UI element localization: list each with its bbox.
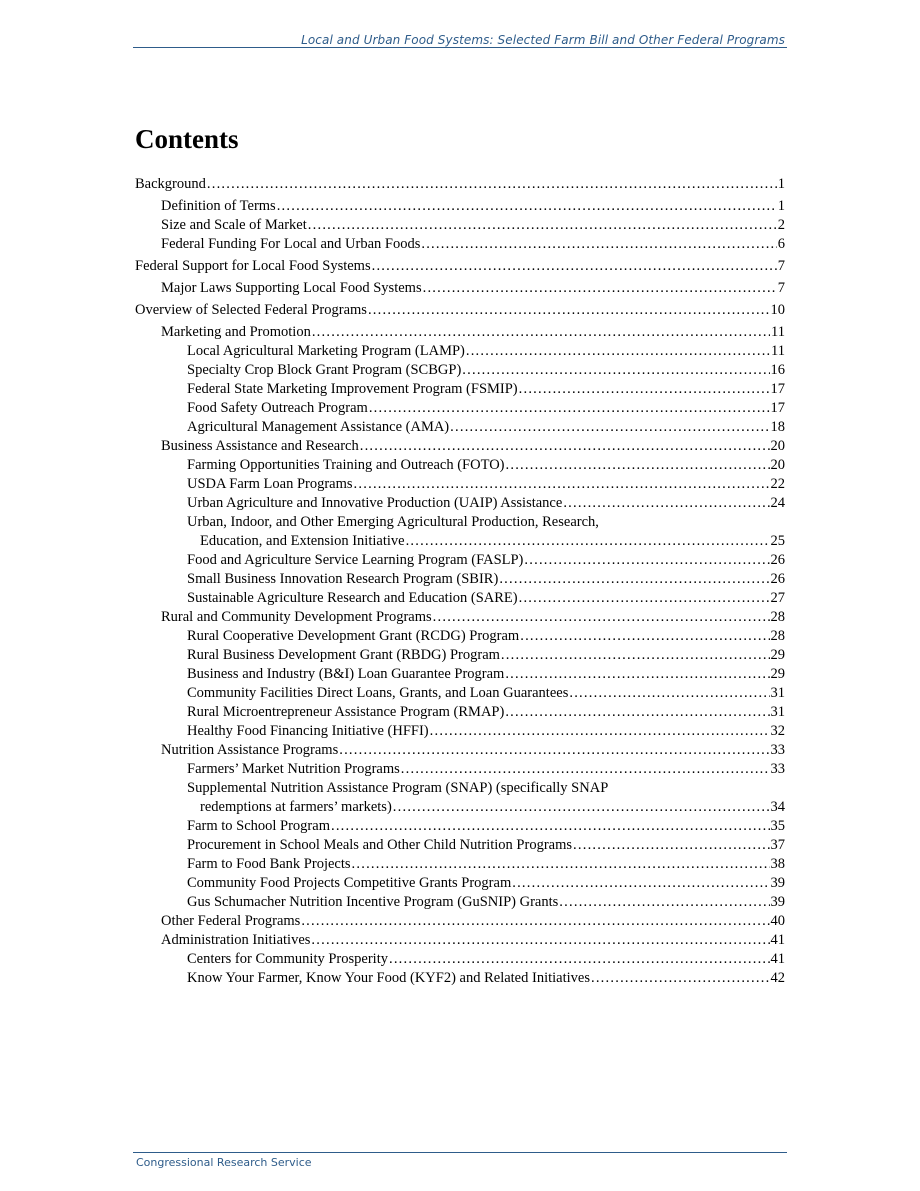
toc-dot-leader: [301, 912, 769, 931]
toc-entry[interactable]: [135, 836, 785, 855]
toc-entry[interactable]: [135, 608, 785, 627]
toc-entry-label: Rural and Community Development Programs: [161, 609, 432, 625]
header-divider: [133, 47, 787, 48]
toc-dot-leader: [372, 257, 777, 276]
toc-page-number: 22: [770, 476, 785, 492]
toc-dot-leader: [505, 665, 769, 684]
toc-dot-leader: [433, 608, 770, 627]
toc-entry[interactable]: [135, 197, 785, 216]
toc-dot-leader: [311, 931, 769, 950]
toc-dot-leader: [559, 893, 769, 912]
toc-entry-label: Overview of Selected Federal Programs: [135, 302, 367, 318]
toc-entry[interactable]: [135, 855, 785, 874]
toc-dot-leader: [430, 722, 770, 741]
toc-dot-leader: [406, 532, 770, 551]
toc-entry[interactable]: [135, 570, 785, 589]
toc-dot-leader: [569, 684, 769, 703]
toc-dot-leader: [505, 703, 769, 722]
toc-page-number: 2: [777, 217, 785, 233]
toc-entry[interactable]: [135, 551, 785, 570]
toc-entry-label: USDA Farm Loan Programs: [187, 476, 353, 492]
toc-entry[interactable]: [135, 475, 785, 494]
toc-entry-label: Education, and Extension Initiative: [200, 533, 405, 549]
toc-page-number: 20: [770, 457, 785, 473]
toc-page-number: 37: [770, 837, 785, 853]
toc-entry-label: Business and Industry (B&I) Loan Guarantee Program: [187, 666, 505, 682]
footer-publisher: Congressional Research Service: [136, 1156, 312, 1169]
toc-dot-leader: [506, 456, 770, 475]
toc-page-number: 18: [770, 419, 785, 435]
toc-dot-leader: [512, 874, 769, 893]
toc-page-number: 11: [771, 343, 785, 359]
toc-dot-leader: [519, 589, 770, 608]
toc-entry[interactable]: [135, 779, 785, 798]
toc-dot-leader: [369, 399, 770, 418]
toc-page-number: 20: [770, 438, 785, 454]
toc-dot-leader: [499, 570, 769, 589]
toc-page-number: 16: [770, 362, 785, 378]
toc-dot-leader: [462, 361, 769, 380]
toc-entry[interactable]: [135, 235, 785, 254]
toc-page-number: 11: [771, 324, 785, 340]
toc-entry-label: Local Agricultural Marketing Program (LAMP): [187, 343, 465, 359]
toc-page-number: 31: [770, 685, 785, 701]
table-of-contents: [135, 172, 785, 988]
toc-dot-leader: [450, 418, 769, 437]
toc-entry-label: Specialty Crop Block Grant Program (SCBGP): [187, 362, 462, 378]
toc-page-number: 26: [770, 552, 785, 568]
toc-page-number: 41: [770, 951, 785, 967]
toc-entry[interactable]: [135, 646, 785, 665]
toc-entry[interactable]: [135, 874, 785, 893]
toc-page-number: 24: [770, 495, 785, 511]
toc-page-number: 33: [770, 742, 785, 758]
toc-entry[interactable]: [135, 589, 785, 608]
toc-entry-label: Urban, Indoor, and Other Emerging Agricultural Production, Research,: [187, 514, 599, 530]
toc-page-number: 17: [770, 381, 785, 397]
toc-page-number: 32: [770, 723, 785, 739]
contents-heading: Contents: [135, 124, 239, 154]
toc-page-number: 40: [770, 913, 785, 929]
toc-entry[interactable]: [135, 665, 785, 684]
toc-dot-leader: [393, 798, 770, 817]
toc-page-number: 38: [770, 856, 785, 872]
toc-entry[interactable]: [135, 950, 785, 969]
toc-entry-label: Urban Agriculture and Innovative Production (UAIP) Assistance: [187, 495, 563, 511]
toc-dot-leader: [591, 969, 770, 988]
toc-dot-leader: [339, 741, 769, 760]
toc-dot-leader: [421, 235, 776, 254]
toc-dot-leader: [312, 323, 770, 342]
toc-page-number: 17: [770, 400, 785, 416]
toc-page-number: 34: [770, 799, 785, 815]
toc-page-number: 28: [770, 628, 785, 644]
toc-page-number: 35: [770, 818, 785, 834]
toc-entry-label: Administration Initiatives: [161, 932, 311, 948]
toc-page-number: 28: [770, 609, 785, 625]
running-header: Local and Urban Food Systems: Selected Farm Bill and Other Federal Programs: [301, 33, 785, 47]
toc-entry[interactable]: [135, 494, 785, 513]
toc-entry-label: Agricultural Management Assistance (AMA): [187, 419, 450, 435]
toc-dot-leader: [207, 175, 777, 194]
toc-page-number: 33: [770, 761, 785, 777]
toc-entry-label: Gus Schumacher Nutrition Incentive Program (GuSNIP) Grants: [187, 894, 559, 910]
toc-page-number: 39: [770, 894, 785, 910]
toc-entry-label: Definition of Terms: [161, 198, 276, 214]
toc-dot-leader: [368, 301, 770, 320]
toc-entry-label: Farming Opportunities Training and Outreach (FOTO): [187, 457, 505, 473]
toc-entry[interactable]: [135, 722, 785, 741]
toc-entry-label: Other Federal Programs: [161, 913, 301, 929]
toc-dot-leader: [277, 197, 777, 216]
toc-page-number: 25: [770, 533, 785, 549]
toc-entry-label: Farm to Food Bank Projects: [187, 856, 351, 872]
toc-dot-leader: [352, 855, 770, 874]
toc-page-number: 41: [770, 932, 785, 948]
toc-entry[interactable]: [135, 437, 785, 456]
toc-page-number: 26: [770, 571, 785, 587]
toc-dot-leader: [563, 494, 769, 513]
toc-entry-label: Farmers’ Market Nutrition Programs: [187, 761, 400, 777]
toc-entry-label: Federal State Marketing Improvement Program (FSMIP): [187, 381, 518, 397]
toc-page-number: 10: [770, 302, 785, 318]
toc-page-number: 1: [777, 198, 785, 214]
toc-dot-leader: [354, 475, 770, 494]
toc-entry[interactable]: [135, 684, 785, 703]
toc-entry[interactable]: [135, 399, 785, 418]
toc-entry-label: Marketing and Promotion: [161, 324, 311, 340]
toc-entry[interactable]: [135, 893, 785, 912]
toc-entry[interactable]: [135, 175, 785, 194]
toc-entry[interactable]: [135, 627, 785, 646]
toc-dot-leader: [401, 760, 770, 779]
toc-entry[interactable]: [135, 912, 785, 931]
toc-page-number: 42: [770, 970, 785, 986]
toc-page-number: 31: [770, 704, 785, 720]
toc-entry[interactable]: [135, 513, 785, 532]
toc-entry[interactable]: [135, 931, 785, 950]
toc-entry[interactable]: [135, 342, 785, 361]
toc-entry-label: Major Laws Supporting Local Food Systems: [161, 280, 422, 296]
toc-entry-label: Federal Support for Local Food Systems: [135, 258, 371, 274]
toc-entry-label: Farm to School Program: [187, 818, 330, 834]
toc-entry-label: redemptions at farmers’ markets): [200, 799, 392, 815]
toc-entry-label: Small Business Innovation Research Program (SBIR): [187, 571, 499, 587]
toc-dot-leader: [331, 817, 770, 836]
toc-entry[interactable]: [135, 798, 785, 817]
toc-entry-label: Nutrition Assistance Programs: [161, 742, 339, 758]
toc-page-number: 29: [770, 666, 785, 682]
toc-entry[interactable]: [135, 817, 785, 836]
toc-page-number: 7: [777, 258, 785, 274]
toc-entry-label: Food Safety Outreach Program: [187, 400, 368, 416]
toc-dot-leader: [501, 646, 770, 665]
toc-page-number: 29: [770, 647, 785, 663]
toc-entry[interactable]: [135, 456, 785, 475]
toc-dot-leader: [519, 380, 770, 399]
toc-entry[interactable]: [135, 760, 785, 779]
toc-entry-label: Supplemental Nutrition Assistance Program (SNAP) (specifically SNAP: [187, 780, 609, 796]
toc-dot-leader: [573, 836, 769, 855]
toc-entry[interactable]: [135, 257, 785, 276]
toc-entry[interactable]: [135, 301, 785, 320]
toc-page-number: 7: [777, 280, 785, 296]
toc-page-number: 39: [770, 875, 785, 891]
toc-entry-label: Centers for Community Prosperity: [187, 951, 388, 967]
toc-entry[interactable]: [135, 279, 785, 298]
toc-entry-label: Rural Microentrepreneur Assistance Program (RMAP): [187, 704, 505, 720]
footer-divider: [133, 1152, 787, 1153]
toc-page-number: 1: [777, 176, 785, 192]
toc-entry[interactable]: [135, 532, 785, 551]
toc-entry-label: Rural Cooperative Development Grant (RCDG) Program: [187, 628, 520, 644]
toc-entry[interactable]: [135, 323, 785, 342]
toc-entry-label: Size and Scale of Market: [161, 217, 307, 233]
toc-entry[interactable]: [135, 969, 785, 988]
toc-entry[interactable]: [135, 216, 785, 235]
toc-dot-leader: [423, 279, 777, 298]
toc-entry-label: Food and Agriculture Service Learning Program (FASLP): [187, 552, 524, 568]
toc-page-number: 6: [777, 236, 785, 252]
toc-entry-label: Federal Funding For Local and Urban Foods: [161, 236, 421, 252]
toc-dot-leader: [360, 437, 770, 456]
toc-dot-leader: [389, 950, 770, 969]
toc-dot-leader: [308, 216, 777, 235]
toc-entry[interactable]: [135, 361, 785, 380]
toc-entry[interactable]: [135, 380, 785, 399]
toc-entry-label: Sustainable Agriculture Research and Education (SARE): [187, 590, 518, 606]
toc-entry-label: Know Your Farmer, Know Your Food (KYF2) and Related Initiatives: [187, 970, 590, 986]
toc-entry-label: Community Facilities Direct Loans, Grants, and Loan Guarantees: [187, 685, 569, 701]
toc-entry-label: Community Food Projects Competitive Grants Program: [187, 875, 512, 891]
toc-entry[interactable]: [135, 741, 785, 760]
toc-entry[interactable]: [135, 703, 785, 722]
toc-dot-leader: [524, 551, 769, 570]
toc-entry-label: Business Assistance and Research: [161, 438, 359, 454]
toc-entry-label: Healthy Food Financing Initiative (HFFI): [187, 723, 429, 739]
toc-page-number: 27: [770, 590, 785, 606]
toc-entry-label: Procurement in School Meals and Other Child Nutrition Programs: [187, 837, 573, 853]
toc-dot-leader: [466, 342, 770, 361]
toc-entry[interactable]: [135, 418, 785, 437]
toc-entry-label: Background: [135, 176, 206, 192]
toc-dot-leader: [520, 627, 769, 646]
toc-entry-label: Rural Business Development Grant (RBDG) Program: [187, 647, 500, 663]
